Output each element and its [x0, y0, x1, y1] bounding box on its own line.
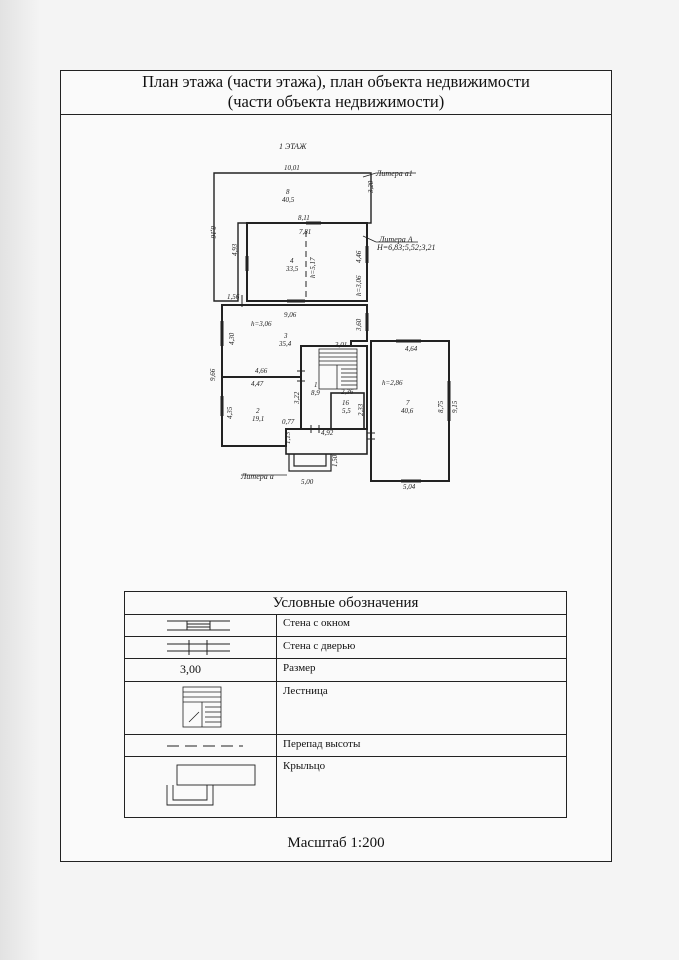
- dim-906: 9,06: [284, 311, 297, 319]
- room-3-number: 3: [284, 332, 288, 340]
- scale-label: Масштаб 1:200: [287, 835, 385, 851]
- room-4-area: 33,5: [286, 265, 299, 273]
- header-line-1: План этажа (части этажа), план объекта недвижимости: [142, 72, 530, 91]
- header-line-2: (части объекта недвижимости): [227, 92, 445, 111]
- room-2-number: 2: [256, 407, 260, 415]
- dim-447: 4,47: [251, 380, 264, 388]
- legend-window-label: Стена с окном: [283, 617, 351, 629]
- dim-right-a1: 3,20: [367, 180, 375, 193]
- dim-077: 0,77: [282, 418, 295, 426]
- room-4-number: 4: [290, 257, 294, 265]
- room-3-area: 35,4: [279, 340, 292, 348]
- litera-a-label: Литера а: [241, 472, 274, 481]
- legend-porch-label: Крыльцо: [283, 760, 326, 772]
- dim-500: 5,00: [301, 478, 314, 486]
- litera-A-label: Литера А: [379, 235, 413, 244]
- dim-top: 10,01: [284, 164, 300, 172]
- dim-inner-top: 8,11: [298, 214, 310, 222]
- litera-A-heights: H=6,83;5,52;3,21: [377, 243, 436, 252]
- dim-915: 9,15: [451, 400, 459, 413]
- dim-446: 4,46: [355, 250, 363, 263]
- dim-322: 3,22: [293, 391, 301, 404]
- legend-window-symbol: [125, 614, 277, 636]
- legend-dimension-label: Размер: [283, 662, 316, 674]
- dim-left-outer: 8,16: [209, 226, 217, 239]
- dim-781: 7,81: [299, 228, 312, 236]
- legend-dimension-symbol: [125, 659, 277, 681]
- stair-symbol: [319, 349, 357, 389]
- room-16-area: 5,5: [342, 407, 351, 415]
- legend-row-window: [125, 614, 566, 637]
- legend-row-porch: [125, 757, 566, 817]
- dim-h306a: h=3,06: [355, 275, 363, 296]
- room-7-number: 7: [406, 399, 410, 407]
- legend-door-symbol: [125, 637, 277, 658]
- legend-row-door: [125, 637, 566, 659]
- room-2-area: 19,1: [252, 415, 265, 423]
- legend-stairs-symbol: [125, 682, 277, 734]
- dim-301: 3,01: [335, 341, 348, 349]
- dim-h286: h=2,86: [382, 379, 403, 387]
- room-8-area: 40,5: [282, 196, 295, 204]
- room-8-number: 8: [286, 188, 290, 196]
- dim-493: 4,93: [231, 243, 239, 256]
- dim-430: 4,30: [228, 332, 236, 345]
- room-1-number: 1: [314, 381, 318, 389]
- room-7-area: 40,6: [401, 407, 414, 415]
- dim-875: 8,75: [437, 400, 445, 413]
- legend-dimension-sample: 3,00: [180, 662, 201, 676]
- legend-title: Условные обозначения: [125, 592, 566, 615]
- dim-113: 1,13: [284, 431, 292, 444]
- document-frame: [60, 70, 612, 862]
- dim-150: 1,50: [331, 454, 339, 467]
- legend-row-dimension: [125, 659, 566, 682]
- floor-plan: [61, 115, 611, 575]
- floor-label: 1 ЭТАЖ: [279, 142, 307, 151]
- porch-outline: [289, 454, 331, 471]
- page-edge-shadow: [0, 0, 40, 960]
- litera-a1-outline: [214, 173, 371, 301]
- dim-435: 4,35: [226, 406, 234, 419]
- legend-stairs-label: Лестница: [283, 685, 328, 697]
- dim-966: 9,66: [209, 368, 217, 381]
- legend-height-change-label: Перепад высоты: [283, 738, 361, 750]
- room-1-area: 8,9: [311, 389, 320, 397]
- dim-466: 4,66: [255, 367, 268, 375]
- room-16-number: 16: [342, 399, 349, 407]
- dim-233: 2,33: [357, 403, 365, 416]
- legend-porch-symbol: [125, 757, 277, 817]
- dim-360: 3,60: [355, 318, 363, 331]
- legend-row-height-change: [125, 735, 566, 757]
- dim-236: 2,36: [341, 388, 354, 396]
- legend-door-label: Стена с дверью: [283, 640, 356, 652]
- dim-504: 5,04: [403, 483, 416, 491]
- dim-h517: h=5,17: [309, 257, 317, 278]
- dim-492: 4,92: [321, 429, 334, 437]
- dim-464: 4,64: [405, 345, 418, 353]
- legend-height-change-symbol: [125, 735, 277, 756]
- dim-156: 1,56: [227, 293, 240, 301]
- legend-row-stairs: [125, 682, 566, 735]
- litera-a1-label: Литера а1: [376, 169, 413, 178]
- legend-table: [124, 591, 567, 818]
- dim-h306b: h=3,06: [251, 320, 272, 328]
- document-header: [61, 71, 611, 115]
- floor-plan-drawing: [61, 115, 613, 575]
